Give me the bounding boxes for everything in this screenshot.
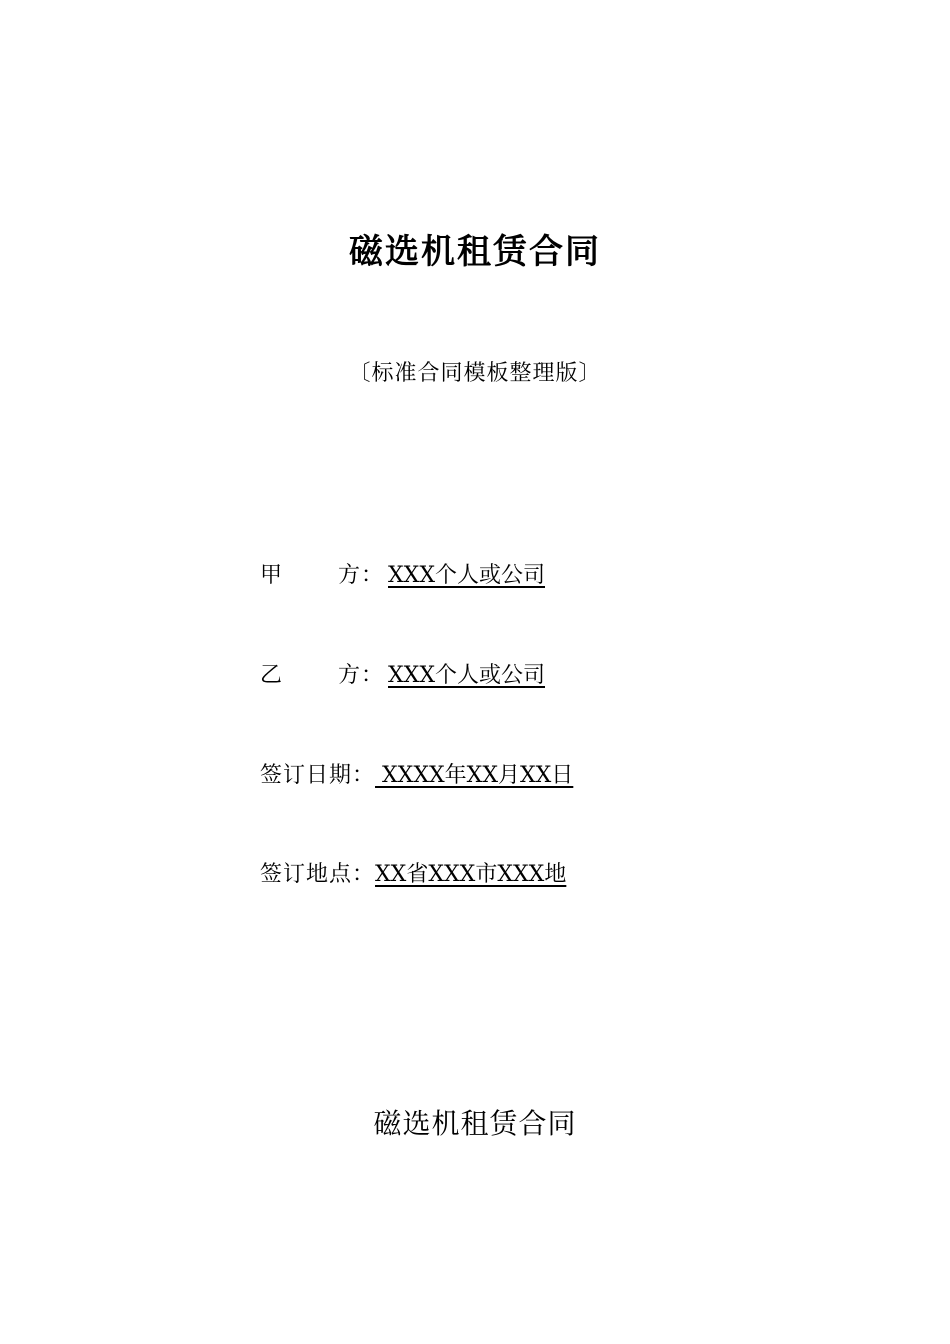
- sign-date-label: 签订日期：: [260, 763, 376, 788]
- sign-place-value: XX省XXX市XXX地: [375, 862, 567, 887]
- party-a-label-lead: 甲: [260, 563, 284, 588]
- sign-place-label: 签订地点：: [260, 862, 376, 887]
- contract-title: 磁选机租赁合同: [349, 232, 601, 272]
- party-a-field: [260, 560, 618, 592]
- party-b-label: [260, 660, 388, 692]
- sign-date-value: XXXX年XX月XX日: [375, 763, 574, 788]
- party-b-field: [260, 660, 618, 692]
- sign-date-field: [260, 760, 623, 792]
- party-b-value: XXX个人或公司: [388, 663, 545, 688]
- party-a-label-tail: 方：: [338, 563, 385, 588]
- contract-subtitle: 〔标准合同模板整理版〕: [348, 361, 602, 386]
- contract-body-title: 磁选机租赁合同: [373, 1107, 577, 1140]
- party-a-label: [260, 560, 388, 592]
- party-b-label-lead: 乙: [260, 663, 284, 688]
- sign-place-field: [260, 859, 597, 891]
- party-b-label-tail: 方：: [338, 663, 385, 688]
- party-a-value: XXX个人或公司: [388, 563, 545, 588]
